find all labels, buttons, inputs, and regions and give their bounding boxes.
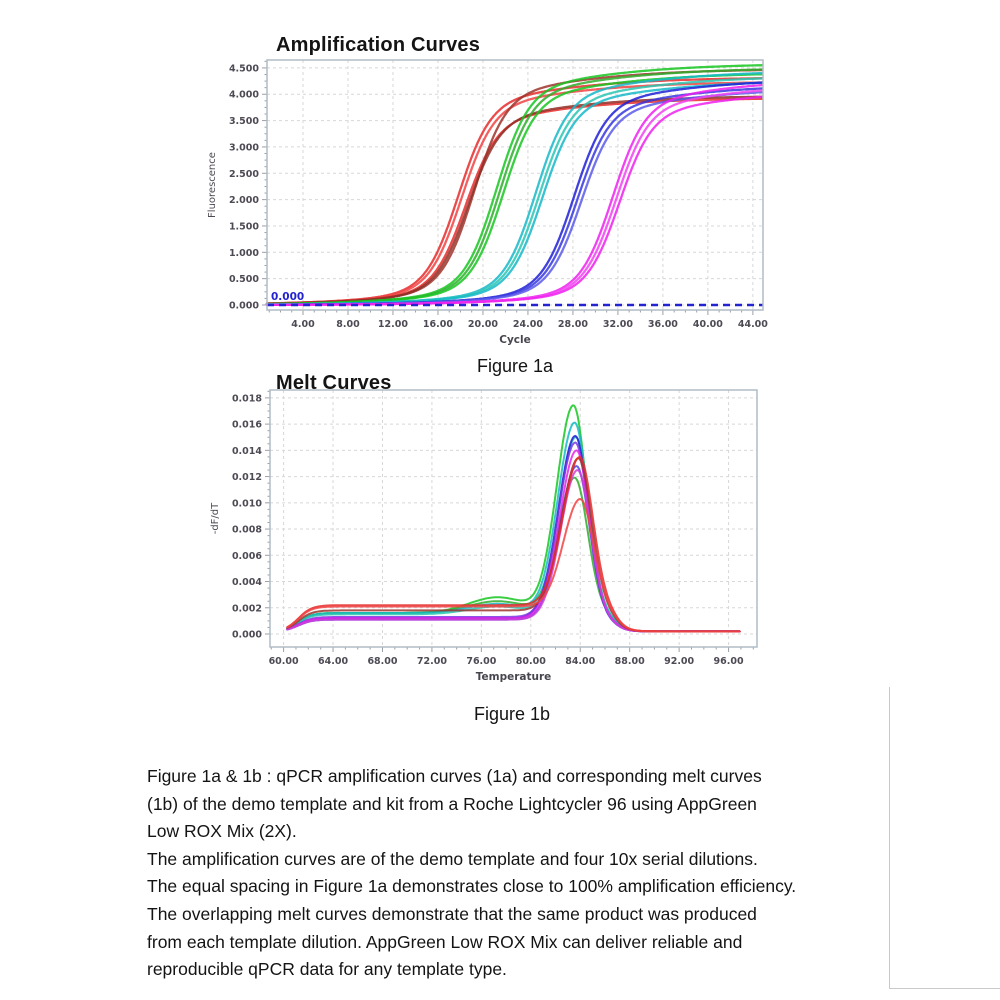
svg-text:40.00: 40.00 bbox=[692, 319, 723, 330]
svg-text:24.00: 24.00 bbox=[512, 319, 543, 330]
svg-text:84.00: 84.00 bbox=[565, 656, 596, 667]
description-line: Figure 1a & 1b : qPCR amplification curves (1a) and corresponding melt curves bbox=[147, 766, 762, 786]
svg-text:96.00: 96.00 bbox=[713, 656, 744, 667]
svg-text:0.010: 0.010 bbox=[231, 498, 262, 510]
svg-text:76.00: 76.00 bbox=[466, 656, 497, 667]
svg-text:12.00: 12.00 bbox=[377, 319, 408, 330]
description-line: The amplification curves are of the demo template and four 10x serial dilutions. bbox=[147, 848, 758, 869]
amplification-threshold-label: 0.000 bbox=[271, 290, 305, 303]
svg-text:3.500: 3.500 bbox=[228, 116, 259, 128]
svg-text:3.000: 3.000 bbox=[228, 142, 259, 154]
amplification-chart-title: Amplification Curves bbox=[276, 34, 481, 56]
melt-chart-title: Melt Curves bbox=[276, 372, 392, 394]
svg-text:8.00: 8.00 bbox=[336, 319, 360, 330]
svg-text:0.004: 0.004 bbox=[231, 577, 262, 589]
svg-text:1.000: 1.000 bbox=[228, 247, 259, 259]
amplification-yaxis-label: Fluorescence bbox=[207, 152, 218, 218]
figure-1a-caption: Figure 1a bbox=[476, 356, 554, 376]
svg-text:44.00: 44.00 bbox=[737, 319, 768, 330]
svg-text:92.00: 92.00 bbox=[664, 656, 695, 667]
svg-text:0.000: 0.000 bbox=[228, 300, 259, 312]
svg-text:1.500: 1.500 bbox=[228, 221, 259, 233]
svg-text:80.00: 80.00 bbox=[515, 656, 546, 667]
svg-text:0.018: 0.018 bbox=[231, 393, 262, 405]
svg-text:0.006: 0.006 bbox=[231, 550, 262, 562]
svg-text:28.00: 28.00 bbox=[557, 319, 588, 330]
svg-text:4.500: 4.500 bbox=[228, 63, 259, 75]
svg-text:68.00: 68.00 bbox=[367, 656, 398, 667]
svg-text:0.002: 0.002 bbox=[231, 603, 262, 615]
amplification-chart bbox=[207, 60, 768, 346]
svg-text:36.00: 36.00 bbox=[647, 319, 678, 330]
melt-chart bbox=[210, 390, 757, 683]
svg-text:0.016: 0.016 bbox=[231, 419, 262, 431]
description-line: The overlapping melt curves demonstrate that the same product was produced bbox=[147, 903, 757, 924]
description-line: Low ROX Mix (2X). bbox=[147, 821, 297, 842]
svg-text:2.000: 2.000 bbox=[228, 195, 259, 207]
description-line: reproducible qPCR data for any template type. bbox=[147, 959, 507, 980]
svg-text:4.000: 4.000 bbox=[228, 89, 259, 101]
svg-text:0.014: 0.014 bbox=[231, 445, 262, 457]
description-line: from each template dilution. AppGreen Low ROX Mix can deliver reliable and bbox=[147, 931, 743, 952]
svg-text:72.00: 72.00 bbox=[416, 656, 447, 667]
amplification-xaxis-label: Cycle bbox=[499, 334, 531, 346]
svg-text:0.008: 0.008 bbox=[231, 524, 262, 536]
svg-text:60.00: 60.00 bbox=[268, 656, 299, 667]
melt-xaxis-label: Temperature bbox=[475, 671, 552, 683]
svg-text:64.00: 64.00 bbox=[318, 656, 349, 667]
figure-1b-caption: Figure 1b bbox=[473, 704, 551, 724]
description-line: The equal spacing in Figure 1a demonstrates close to 100% amplification efficiency. bbox=[147, 876, 797, 897]
svg-text:0.000: 0.000 bbox=[231, 629, 262, 641]
melt-yaxis-label: -dF/dT bbox=[210, 502, 221, 535]
svg-text:4.00: 4.00 bbox=[291, 319, 315, 330]
table-border-horizontal bbox=[889, 988, 1000, 989]
svg-text:32.00: 32.00 bbox=[602, 319, 633, 330]
svg-text:20.00: 20.00 bbox=[467, 319, 498, 330]
table-border-vertical bbox=[889, 687, 890, 989]
svg-text:2.500: 2.500 bbox=[228, 168, 259, 180]
svg-text:16.00: 16.00 bbox=[422, 319, 453, 330]
svg-text:0.012: 0.012 bbox=[231, 472, 262, 484]
svg-text:88.00: 88.00 bbox=[614, 656, 645, 667]
svg-text:0.500: 0.500 bbox=[228, 274, 259, 286]
description-text bbox=[147, 763, 917, 984]
description-line: (1b) of the demo template and kit from a Roche Lightcycler 96 using AppGreen bbox=[147, 793, 757, 814]
